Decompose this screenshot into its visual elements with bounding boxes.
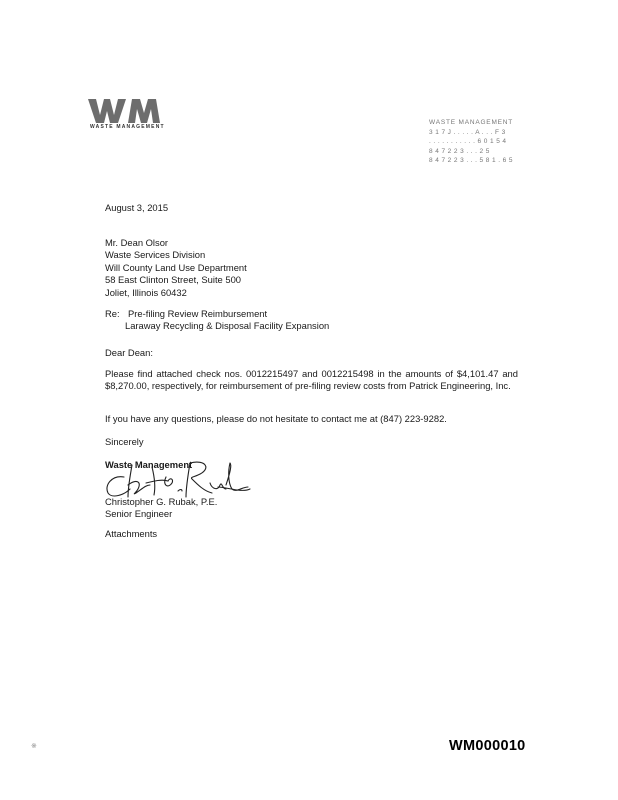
bates-number: WM000010 bbox=[449, 738, 526, 754]
signature-company: Waste Management bbox=[105, 459, 193, 470]
recipient-address bbox=[105, 237, 518, 299]
re-line-2: Laraway Recycling & Disposal Facility Expansion bbox=[125, 320, 330, 332]
body-paragraph-1: Please find attached check nos. 0012215497 and 0012215498 in the amounts of $4,101.47 and $8,270.00, respectively, for reimbursement of pre-filing review costs from Patrick Engineering, Inc. bbox=[105, 368, 518, 392]
address-line: Will County Land Use Department bbox=[105, 261, 247, 273]
company-line: 8 4 7 2 2 3 . . . 5 8 1 . 6 5 bbox=[429, 157, 513, 164]
company-address-block bbox=[429, 118, 513, 166]
company-name: WASTE MANAGEMENT bbox=[429, 119, 514, 126]
logo-caption: WASTE MANAGEMENT bbox=[90, 124, 165, 130]
closing: Sincerely bbox=[105, 436, 144, 447]
attachments-note: Attachments bbox=[105, 528, 158, 539]
re-line-1: Pre-filing Review Reimbursement bbox=[128, 308, 268, 319]
re-label: Re: bbox=[105, 308, 120, 319]
scan-mark: ※ bbox=[31, 743, 37, 750]
company-line: 3 1 7 J . . . . . A . . . F 3 bbox=[429, 128, 506, 136]
subject-line bbox=[105, 308, 518, 333]
company-line: . . . . . . . . . . . 6 0 1 5 4 bbox=[429, 138, 507, 145]
signer-title: Senior Engineer bbox=[105, 508, 173, 520]
address-line: 58 East Clinton Street, Suite 500 bbox=[105, 274, 242, 286]
body-paragraph-2: If you have any questions, please do not hesitate to contact me at (847) 223-9282. bbox=[105, 413, 447, 424]
signature-block bbox=[105, 496, 518, 521]
address-line: Waste Services Division bbox=[105, 249, 206, 261]
salutation: Dear Dean: bbox=[105, 347, 153, 358]
address-line: Joliet, Illinois 60432 bbox=[105, 286, 187, 298]
signer-name: Christopher G. Rubak, P.E. bbox=[105, 496, 218, 507]
address-line: Mr. Dean Olsor bbox=[105, 237, 169, 248]
letter-date: August 3, 2015 bbox=[105, 202, 169, 213]
company-line: 8 4 7 2 2 3 . . . 2 5 bbox=[429, 147, 490, 155]
